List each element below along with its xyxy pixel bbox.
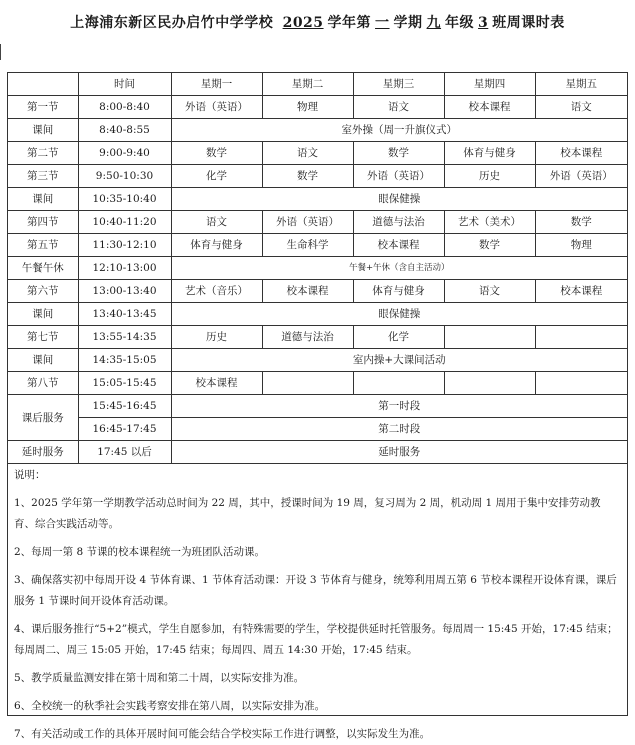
time-cell: 16:45-17:45	[78, 418, 171, 441]
period-label: 第三节	[8, 165, 78, 188]
note-item: 7、有关活动或工作的具体开展时间可能会结合学校实际工作进行调整，以实际发生为准。	[14, 728, 431, 740]
text-cursor	[0, 44, 1, 60]
table-row	[8, 280, 627, 303]
activity-cell: 午餐+午休（含自主活动）	[171, 257, 627, 280]
table-row	[8, 372, 627, 395]
subject-cell: 道德与法治	[353, 211, 444, 234]
subject-cell: 校本课程	[535, 142, 627, 165]
title-school: 上海浦东新区民办启竹中学学校	[70, 15, 274, 31]
time-cell: 8:40-8:55	[78, 119, 171, 142]
time-cell: 9:00-9:40	[78, 142, 171, 165]
title-grade: 九	[426, 15, 442, 31]
header-row	[8, 73, 627, 96]
note-item: 6、全校统一的秋季社会实践考察安排在第八周，以实际安排为准。	[14, 700, 326, 712]
subject-cell: 语文	[535, 96, 627, 119]
note-item: 5、教学质量监测安排在第十周和第二十周，以实际安排为准。	[14, 672, 305, 684]
period-label: 第八节	[8, 372, 78, 395]
time-cell: 9:50-10:30	[78, 165, 171, 188]
table-row	[8, 234, 627, 257]
subject-cell: 历史	[171, 326, 262, 349]
table-row	[8, 119, 627, 142]
subject-cell	[535, 372, 627, 395]
notes-section	[14, 465, 620, 745]
subject-cell: 物理	[535, 234, 627, 257]
title-text-1: 学年第	[327, 15, 372, 31]
subject-cell: 外语（英语）	[353, 165, 444, 188]
activity-cell: 眼保健操	[171, 188, 627, 211]
note-item: 3、确保落实初中每周开设 4 节体育课、1 节体育活动课：开设 3 节体育与健身，统筹利用周五第 6 节校本课程开设体育课，课后服务 1 节课时间开设体育活动课。	[14, 574, 617, 607]
period-label: 第一节	[8, 96, 78, 119]
subject-cell: 艺术（美术）	[444, 211, 535, 234]
subject-cell: 语文	[171, 211, 262, 234]
subject-cell: 外语（英语）	[262, 211, 353, 234]
table-row	[8, 418, 627, 441]
time-cell: 8:00-8:40	[78, 96, 171, 119]
table-row	[8, 96, 627, 119]
period-label: 课后服务	[8, 395, 78, 441]
subject-cell: 体育与健身	[353, 280, 444, 303]
subject-cell: 艺术（音乐）	[171, 280, 262, 303]
period-label: 课间	[8, 119, 78, 142]
table-row	[8, 395, 627, 418]
table-row	[8, 326, 627, 349]
subject-cell: 数学	[262, 165, 353, 188]
subject-cell: 体育与健身	[444, 142, 535, 165]
header-cell: 星期五	[535, 73, 627, 96]
activity-cell: 眼保健操	[171, 303, 627, 326]
period-label: 课间	[8, 303, 78, 326]
title-term: 一	[375, 15, 390, 31]
page-title	[0, 12, 635, 32]
subject-cell: 外语（英语）	[535, 165, 627, 188]
subject-cell: 语文	[262, 142, 353, 165]
table-row	[8, 188, 627, 211]
table-row	[8, 441, 627, 464]
time-cell: 13:55-14:35	[78, 326, 171, 349]
period-label: 第二节	[8, 142, 78, 165]
subject-cell: 校本课程	[353, 234, 444, 257]
title-text-2: 学期	[393, 15, 423, 31]
title-year: 2025	[282, 15, 324, 31]
period-label: 午餐午休	[8, 257, 78, 280]
subject-cell: 历史	[444, 165, 535, 188]
subject-cell	[262, 372, 353, 395]
subject-cell: 数学	[535, 211, 627, 234]
time-cell: 12:10-13:00	[78, 257, 171, 280]
title-class: 3	[478, 15, 489, 31]
note-item: 2、每周一第 8 节课的校本课程统一为班团队活动课。	[14, 546, 266, 558]
subject-cell: 生命科学	[262, 234, 353, 257]
subject-cell: 语文	[444, 280, 535, 303]
subject-cell: 校本课程	[535, 280, 627, 303]
subject-cell	[353, 372, 444, 395]
time-cell: 17:45 以后	[78, 441, 171, 464]
title-text-4: 班周课时表	[492, 15, 565, 31]
period-label: 第六节	[8, 280, 78, 303]
schedule-table	[8, 73, 627, 464]
header-cell: 时间	[78, 73, 171, 96]
subject-cell: 校本课程	[171, 372, 262, 395]
subject-cell	[444, 326, 535, 349]
subject-cell: 数学	[444, 234, 535, 257]
table-row	[8, 142, 627, 165]
header-cell: 星期四	[444, 73, 535, 96]
activity-cell: 室外操（周一升旗仪式）	[171, 119, 627, 142]
period-label: 延时服务	[8, 441, 78, 464]
period-label: 第五节	[8, 234, 78, 257]
subject-cell: 语文	[353, 96, 444, 119]
subject-cell: 道德与法治	[262, 326, 353, 349]
time-cell: 15:45-16:45	[78, 395, 171, 418]
note-item: 4、课后服务推行“5+2”模式，学生自愿参加，有特殊需要的学生，学校提供延时托管服务。每周周一 15:45 开始，17:45 结束；每周周二、周三 15:05 开始，17:45 结束；每周四、周五 14:30 开始，17:45 结束。	[14, 623, 618, 656]
notes-heading: 说明：	[14, 469, 46, 481]
period-label: 课间	[8, 349, 78, 372]
header-cell	[8, 73, 78, 96]
header-cell: 星期二	[262, 73, 353, 96]
subject-cell: 物理	[262, 96, 353, 119]
subject-cell: 外语（英语）	[171, 96, 262, 119]
table-row	[8, 303, 627, 326]
title-text-3: 年级	[445, 15, 475, 31]
time-cell: 15:05-15:45	[78, 372, 171, 395]
subject-cell	[535, 326, 627, 349]
time-cell: 11:30-12:10	[78, 234, 171, 257]
time-cell: 13:40-13:45	[78, 303, 171, 326]
header-cell: 星期一	[171, 73, 262, 96]
period-label: 第七节	[8, 326, 78, 349]
activity-cell: 延时服务	[171, 441, 627, 464]
subject-cell: 数学	[353, 142, 444, 165]
period-label: 课间	[8, 188, 78, 211]
activity-cell: 第一时段	[171, 395, 627, 418]
note-item: 1、2025 学年第一学期教学活动总时间为 22 周，其中，授课时间为 19 周，复习周为 2 周，机动周 1 周用于集中安排劳动教育、综合实践活动等。	[14, 497, 601, 530]
subject-cell	[444, 372, 535, 395]
period-label: 第四节	[8, 211, 78, 234]
time-cell: 14:35-15:05	[78, 349, 171, 372]
subject-cell: 数学	[171, 142, 262, 165]
subject-cell: 校本课程	[444, 96, 535, 119]
schedule-frame	[7, 72, 628, 740]
time-cell: 10:40-11:20	[78, 211, 171, 234]
time-cell: 13:00-13:40	[78, 280, 171, 303]
table-row	[8, 349, 627, 372]
time-cell: 10:35-10:40	[78, 188, 171, 211]
subject-cell: 化学	[353, 326, 444, 349]
subject-cell: 化学	[171, 165, 262, 188]
table-row	[8, 257, 627, 280]
subject-cell: 体育与健身	[171, 234, 262, 257]
subject-cell: 校本课程	[262, 280, 353, 303]
activity-cell: 第二时段	[171, 418, 627, 441]
table-row	[8, 211, 627, 234]
header-cell: 星期三	[353, 73, 444, 96]
table-row	[8, 165, 627, 188]
activity-cell: 室内操+大课间活动	[171, 349, 627, 372]
